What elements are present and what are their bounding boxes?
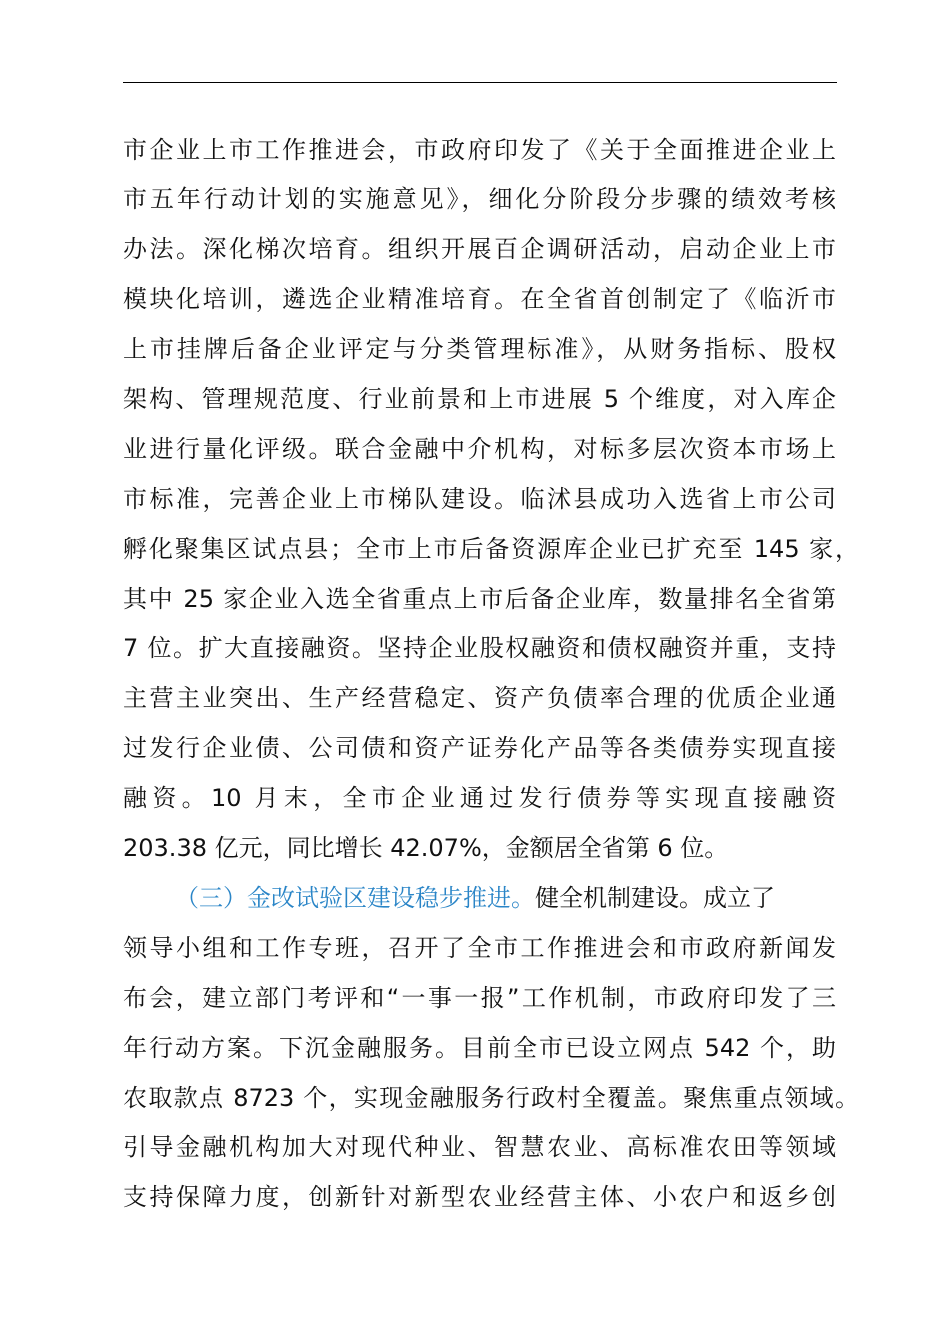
text-line: 孵化聚集区试点县；全市上市后备资源库企业已扩充至 145 家， — [123, 535, 859, 563]
text-line: 上市挂牌后备企业评定与分类管理标准》，从财务指标、股权 — [123, 335, 836, 363]
text-line: 布会，建立部门考评和“一事一报”工作机制，市政府印发了三 — [123, 984, 836, 1012]
text-line: 203.38 亿元，同比增长 42.07%，金额居全省第 6 位。 — [123, 834, 729, 862]
text-line: 市五年行动计划的实施意见》，细化分阶段分步骤的绩效考核 — [123, 185, 836, 213]
text-line: 过发行企业债、公司债和资产证券化产品等各类债券实现直接 — [123, 734, 836, 762]
text-line: 市标准，完善企业上市梯队建设。临沭县成功入选省上市公司 — [123, 485, 836, 513]
text-line: 主营主业突出、生产经营稳定、资产负债率合理的优质企业通 — [123, 684, 836, 712]
text-line: 支持保障力度，创新针对新型农业经营主体、小农户和返乡创 — [123, 1183, 836, 1211]
text-line: 年行动方案。下沉金融服务。目前全市已设立网点 542 个，助 — [123, 1034, 836, 1062]
text-line: 引导金融机构加大对现代种业、智慧农业、高标准农田等领域 — [123, 1133, 836, 1161]
header-rule — [123, 82, 837, 83]
section-3-lead-text: 健全机制建设。成立了 — [535, 884, 775, 912]
text-line: 架构、管理规范度、行业前景和上市进展 5 个维度，对入库企 — [123, 385, 836, 413]
text-line: 模块化培训，遴选企业精准培育。在全省首创制定了《临沂市 — [123, 285, 836, 313]
text-line: 其中 25 家企业入选全省重点上市后备企业库，数量排名全省第 — [123, 585, 836, 613]
text-line: 领导小组和工作专班，召开了全市工作推进会和市政府新闻发 — [123, 934, 836, 962]
text-line: 业进行量化评级。联合金融中介机构，对标多层次资本市场上 — [123, 435, 836, 463]
text-line: 农取款点 8723 个，实现金融服务行政村全覆盖。聚焦重点领域。 — [123, 1084, 859, 1112]
text-line: 7 位。扩大直接融资。坚持企业股权融资和债权融资并重，支持 — [123, 634, 836, 662]
section-3-heading: （三）金改试验区建设稳步推进。 — [175, 884, 535, 912]
text-line: 办法。深化梯次培育。组织开展百企调研活动，启动企业上市 — [123, 235, 836, 263]
text-line: 融资。10 月末，全市企业通过发行债券等实现直接融资 — [123, 784, 836, 812]
section-3-first-line — [175, 881, 915, 915]
text-line: 市企业上市工作推进会，市政府印发了《关于全面推进企业上 — [123, 136, 836, 164]
